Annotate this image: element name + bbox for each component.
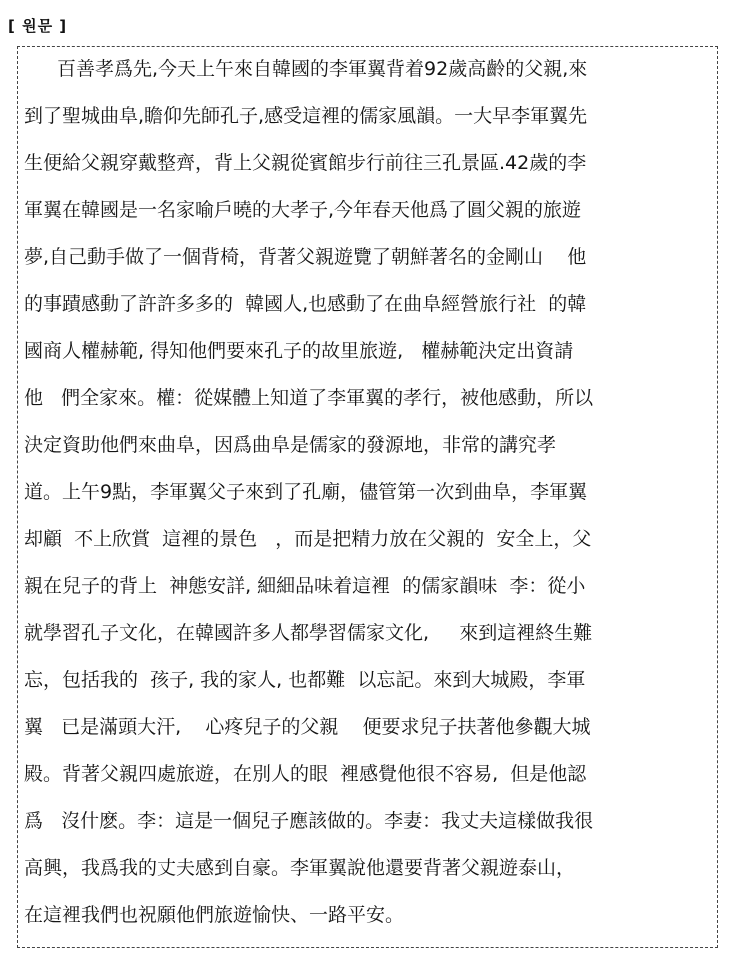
passage-line: 國商人權赫範, 得知他們要來孔子的故里旅遊, 權赫範決定出資請	[24, 340, 574, 362]
passage-line: 夢,自己動手做了一個背椅，背著父親遊覽了朝鮮著名的金剛山 他	[24, 246, 587, 268]
passage-line: 的事蹟感動了許許多多的 韓國人,也感動了在曲阜經營旅行社 的韓	[24, 293, 587, 315]
passage-line: 到了聖城曲阜,瞻仰先師孔子,感受這裡的儒家風韻。一大早李軍翼先	[24, 105, 588, 127]
passage-line: 殿。背著父親四處旅遊，在別人的眼 裡感覺他很不容易, 但是他認	[24, 763, 587, 785]
passage-line: 親在兒子的背上 神態安詳, 細細品味着這裡 的儒家韻味 李：從小	[24, 575, 586, 597]
passage-line: 翼 已是滿頭大汗, 心疼兒子的父親 便要求兒子扶著他參觀大城	[24, 716, 591, 738]
passage-line: 高興，我爲我的丈夫感到自豪。李軍翼說他還要背著父親遊泰山，	[24, 857, 576, 879]
passage-line: 百善孝爲先,今天上午來自韓國的李軍翼背着92歲高齡的父親,來	[57, 58, 588, 80]
passage-line: 決定資助他們來曲阜，因爲曲阜是儒家的發源地，非常的講究孝	[24, 434, 557, 456]
passage-line: 忘，包括我的 孩子, 我的家人, 也都難 以忘記。來到大城殿，李軍	[24, 669, 586, 691]
passage-line: 軍翼在韓國是一名家喻戶曉的大孝子,今年春天他爲了圓父親的旅遊	[24, 199, 582, 221]
passage-line: 他 們全家來。權：從媒體上知道了李軍翼的孝行，被他感動，所以	[24, 387, 594, 409]
passage-line: 就學習孔子文化，在韓國許多人都學習儒家文化, 來到這裡終生難	[24, 622, 593, 644]
passage-line: 爲 沒什麽。李：這是一個兒子應該做的。李妻：我丈夫這樣做我很	[24, 810, 594, 832]
passage-line: 在這裡我們也祝願他們旅遊愉快、一路平安。	[24, 904, 405, 926]
passage-box	[17, 46, 718, 948]
section-header: [ 원문 ]	[8, 17, 68, 35]
passage-line: 却顧 不上欣賞 這裡的景色 ，而是把精力放在父親的 安全上，父	[24, 528, 592, 550]
passage-line: 生便給父親穿戴整齊，背上父親從賓館步行前往三孔景區.42歲的李	[24, 152, 587, 174]
passage-line: 道。上午9點，李軍翼父子來到了孔廟，儘管第一次到曲阜，李軍翼	[24, 481, 588, 503]
